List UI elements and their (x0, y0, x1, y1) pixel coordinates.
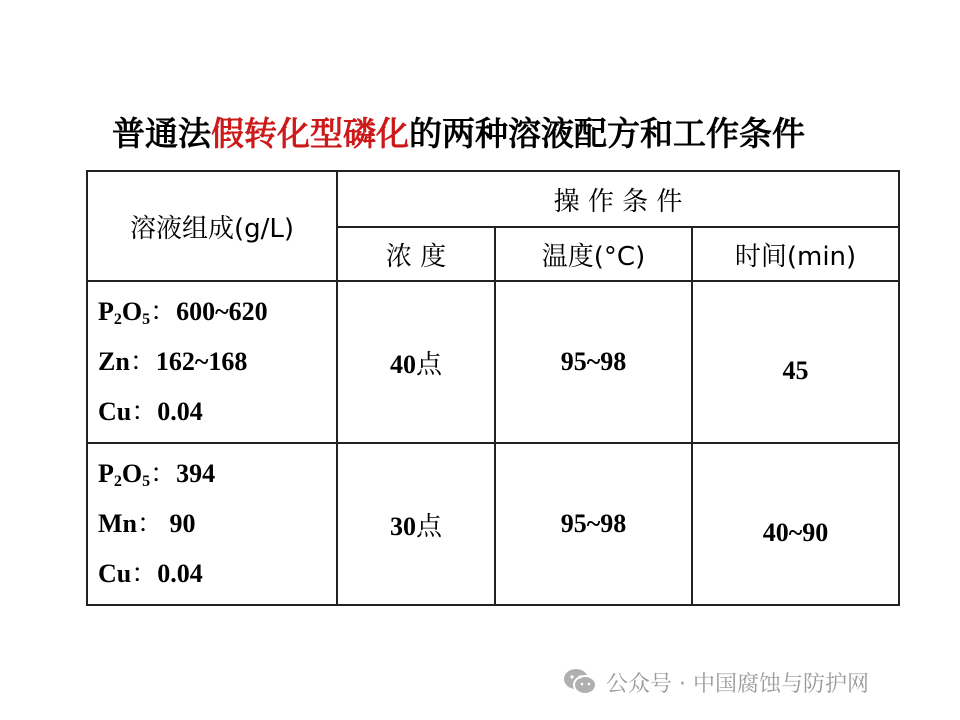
header-temperature: 温度(°C) (495, 227, 692, 281)
header-concentration: 浓 度 (337, 227, 495, 281)
title-prefix: 普通法 (112, 114, 211, 153)
composition-line-cu: Cu：0.04 (98, 559, 203, 589)
composition-line-zn: Zn：162~168 (98, 347, 248, 377)
table-row (87, 443, 899, 605)
header-conditions: 操 作 条 件 (337, 171, 899, 227)
time-cell: 40~90 (692, 443, 899, 605)
composition-cell (87, 281, 337, 443)
composition-line-p2o5: $P_2O_5$：394 (98, 459, 216, 490)
header-time: 时间(min) (692, 227, 899, 281)
slide-title (112, 110, 912, 158)
concentration-cell: 40点 (337, 281, 495, 443)
temperature-cell: 95~98 (495, 443, 692, 605)
time-cell: 45 (692, 281, 899, 443)
header-row-top (87, 171, 899, 227)
watermark (562, 664, 942, 700)
watermark-text: 公众号 · 中国腐蚀与防护网 (606, 671, 869, 697)
concentration-cell: 30点 (337, 443, 495, 605)
header-composition: 溶液组成(g/L) (87, 171, 337, 281)
temperature-cell: 95~98 (495, 281, 692, 443)
formula-table (86, 170, 900, 606)
title-suffix: 的两种溶液配方和工作条件 (409, 114, 805, 153)
wechat-icon (562, 667, 598, 697)
composition-line-mn: Mn： 90 (98, 509, 196, 539)
composition-cell (87, 443, 337, 605)
composition-line-cu: Cu：0.04 (98, 397, 203, 427)
title-highlight: 假转化型磷化 (211, 114, 409, 153)
table-row (87, 281, 899, 443)
composition-line-p2o5: $P_2O_5$：600~620 (98, 297, 268, 328)
